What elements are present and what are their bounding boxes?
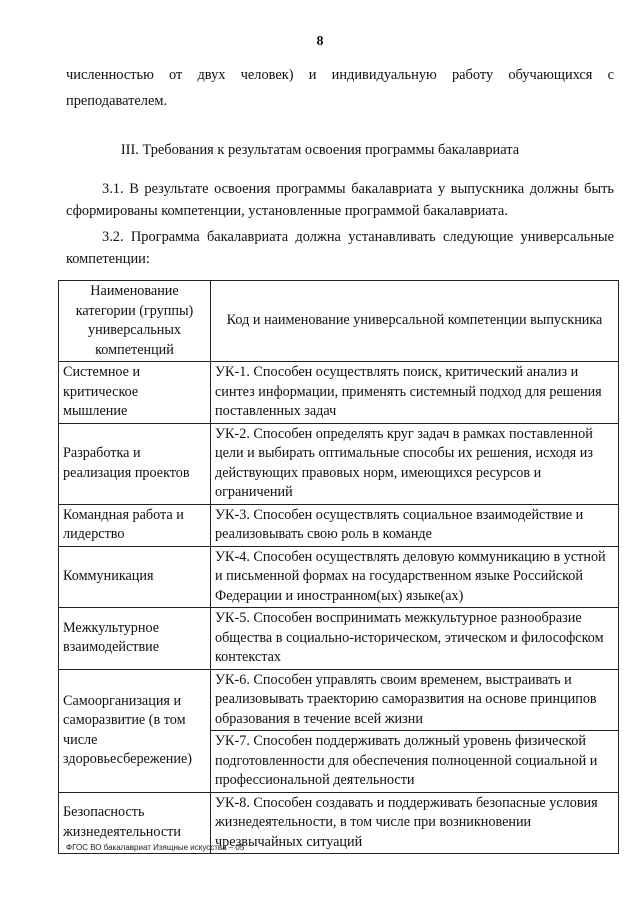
- competence-cell: УК-7. Способен поддерживать должный уровень физической подготовленности для обеспечения полноценной социальной и профессиональной деятельности: [211, 731, 619, 793]
- table-row: [59, 608, 619, 670]
- category-cell: Командная работа и лидерство: [59, 504, 211, 546]
- category-cell: Коммуникация: [59, 546, 211, 608]
- table-row: [59, 546, 619, 608]
- paragraph-3-2: 3.2. Программа бакалавриата должна устанавливать следующие универсальные компетенции:: [66, 229, 614, 267]
- category-cell: Разработка и реализация проектов: [59, 423, 211, 504]
- competence-cell: УК-1. Способен осуществлять поиск, критический анализ и синтез информации, применять системный подход для решения поставленных задач: [211, 362, 619, 424]
- document-footer: ФГОС ВО бакалавриат Изящные искусства – 05: [66, 843, 245, 852]
- table-row: [59, 669, 619, 731]
- table-row: [59, 504, 619, 546]
- header-category: Наименование категории (группы) универсальных компетенций: [59, 281, 211, 362]
- category-cell: Самоорганизация и саморазвитие (в том числе здоровьесбережение): [59, 669, 211, 792]
- paragraph-3-1: 3.1. В результате освоения программы бакалавриата у выпускника должны быть сформированы компетенции, установленные программой бакалавриата.: [66, 181, 614, 219]
- section-heading: III. Требования к результатам освоения программы бакалавриата: [120, 142, 520, 158]
- table-row: [59, 423, 619, 504]
- competence-cell: УК-6. Способен управлять своим временем, выстраивать и реализовывать траекторию саморазвития на основе принципов образования в течение всей жизни: [211, 669, 619, 731]
- category-cell: Безопасность жизнедеятельности: [59, 792, 211, 854]
- header-competence: Код и наименование универсальной компетенции выпускника: [211, 281, 619, 362]
- competence-cell: УК-8. Способен создавать и поддерживать безопасные условия жизнедеятельности, в том числе при возникновении чрезвычайных ситуаций: [211, 792, 619, 854]
- category-cell: Системное и критическое мышление: [59, 362, 211, 424]
- competencies-table: [58, 280, 619, 854]
- competence-cell: УК-4. Способен осуществлять деловую коммуникацию в устной и письменной формах на государственном языке Российской Федерации и иностранном(ых) языке(ах): [211, 546, 619, 608]
- paragraph-continuation-line1: численностью от двух человек) и индивидуальную работу обучающихся с: [66, 67, 614, 83]
- table-row: [59, 362, 619, 424]
- category-cell: Межкультурное взаимодействие: [59, 608, 211, 670]
- page-number: 8: [316, 34, 324, 49]
- table-header-row: [59, 281, 619, 362]
- competence-cell: УК-3. Способен осуществлять социальное взаимодействие и реализовывать свою роль в команде: [211, 504, 619, 546]
- competence-cell: УК-5. Способен воспринимать межкультурное разнообразие общества в социально-историческом, этическом и философском контекстах: [211, 608, 619, 670]
- paragraph-continuation-line2: преподавателем.: [66, 93, 168, 109]
- competence-cell: УК-2. Способен определять круг задач в рамках поставленной цели и выбирать оптимальные способы их решения, исходя из действующих правовых норм, имеющихся ресурсов и ограничений: [211, 423, 619, 504]
